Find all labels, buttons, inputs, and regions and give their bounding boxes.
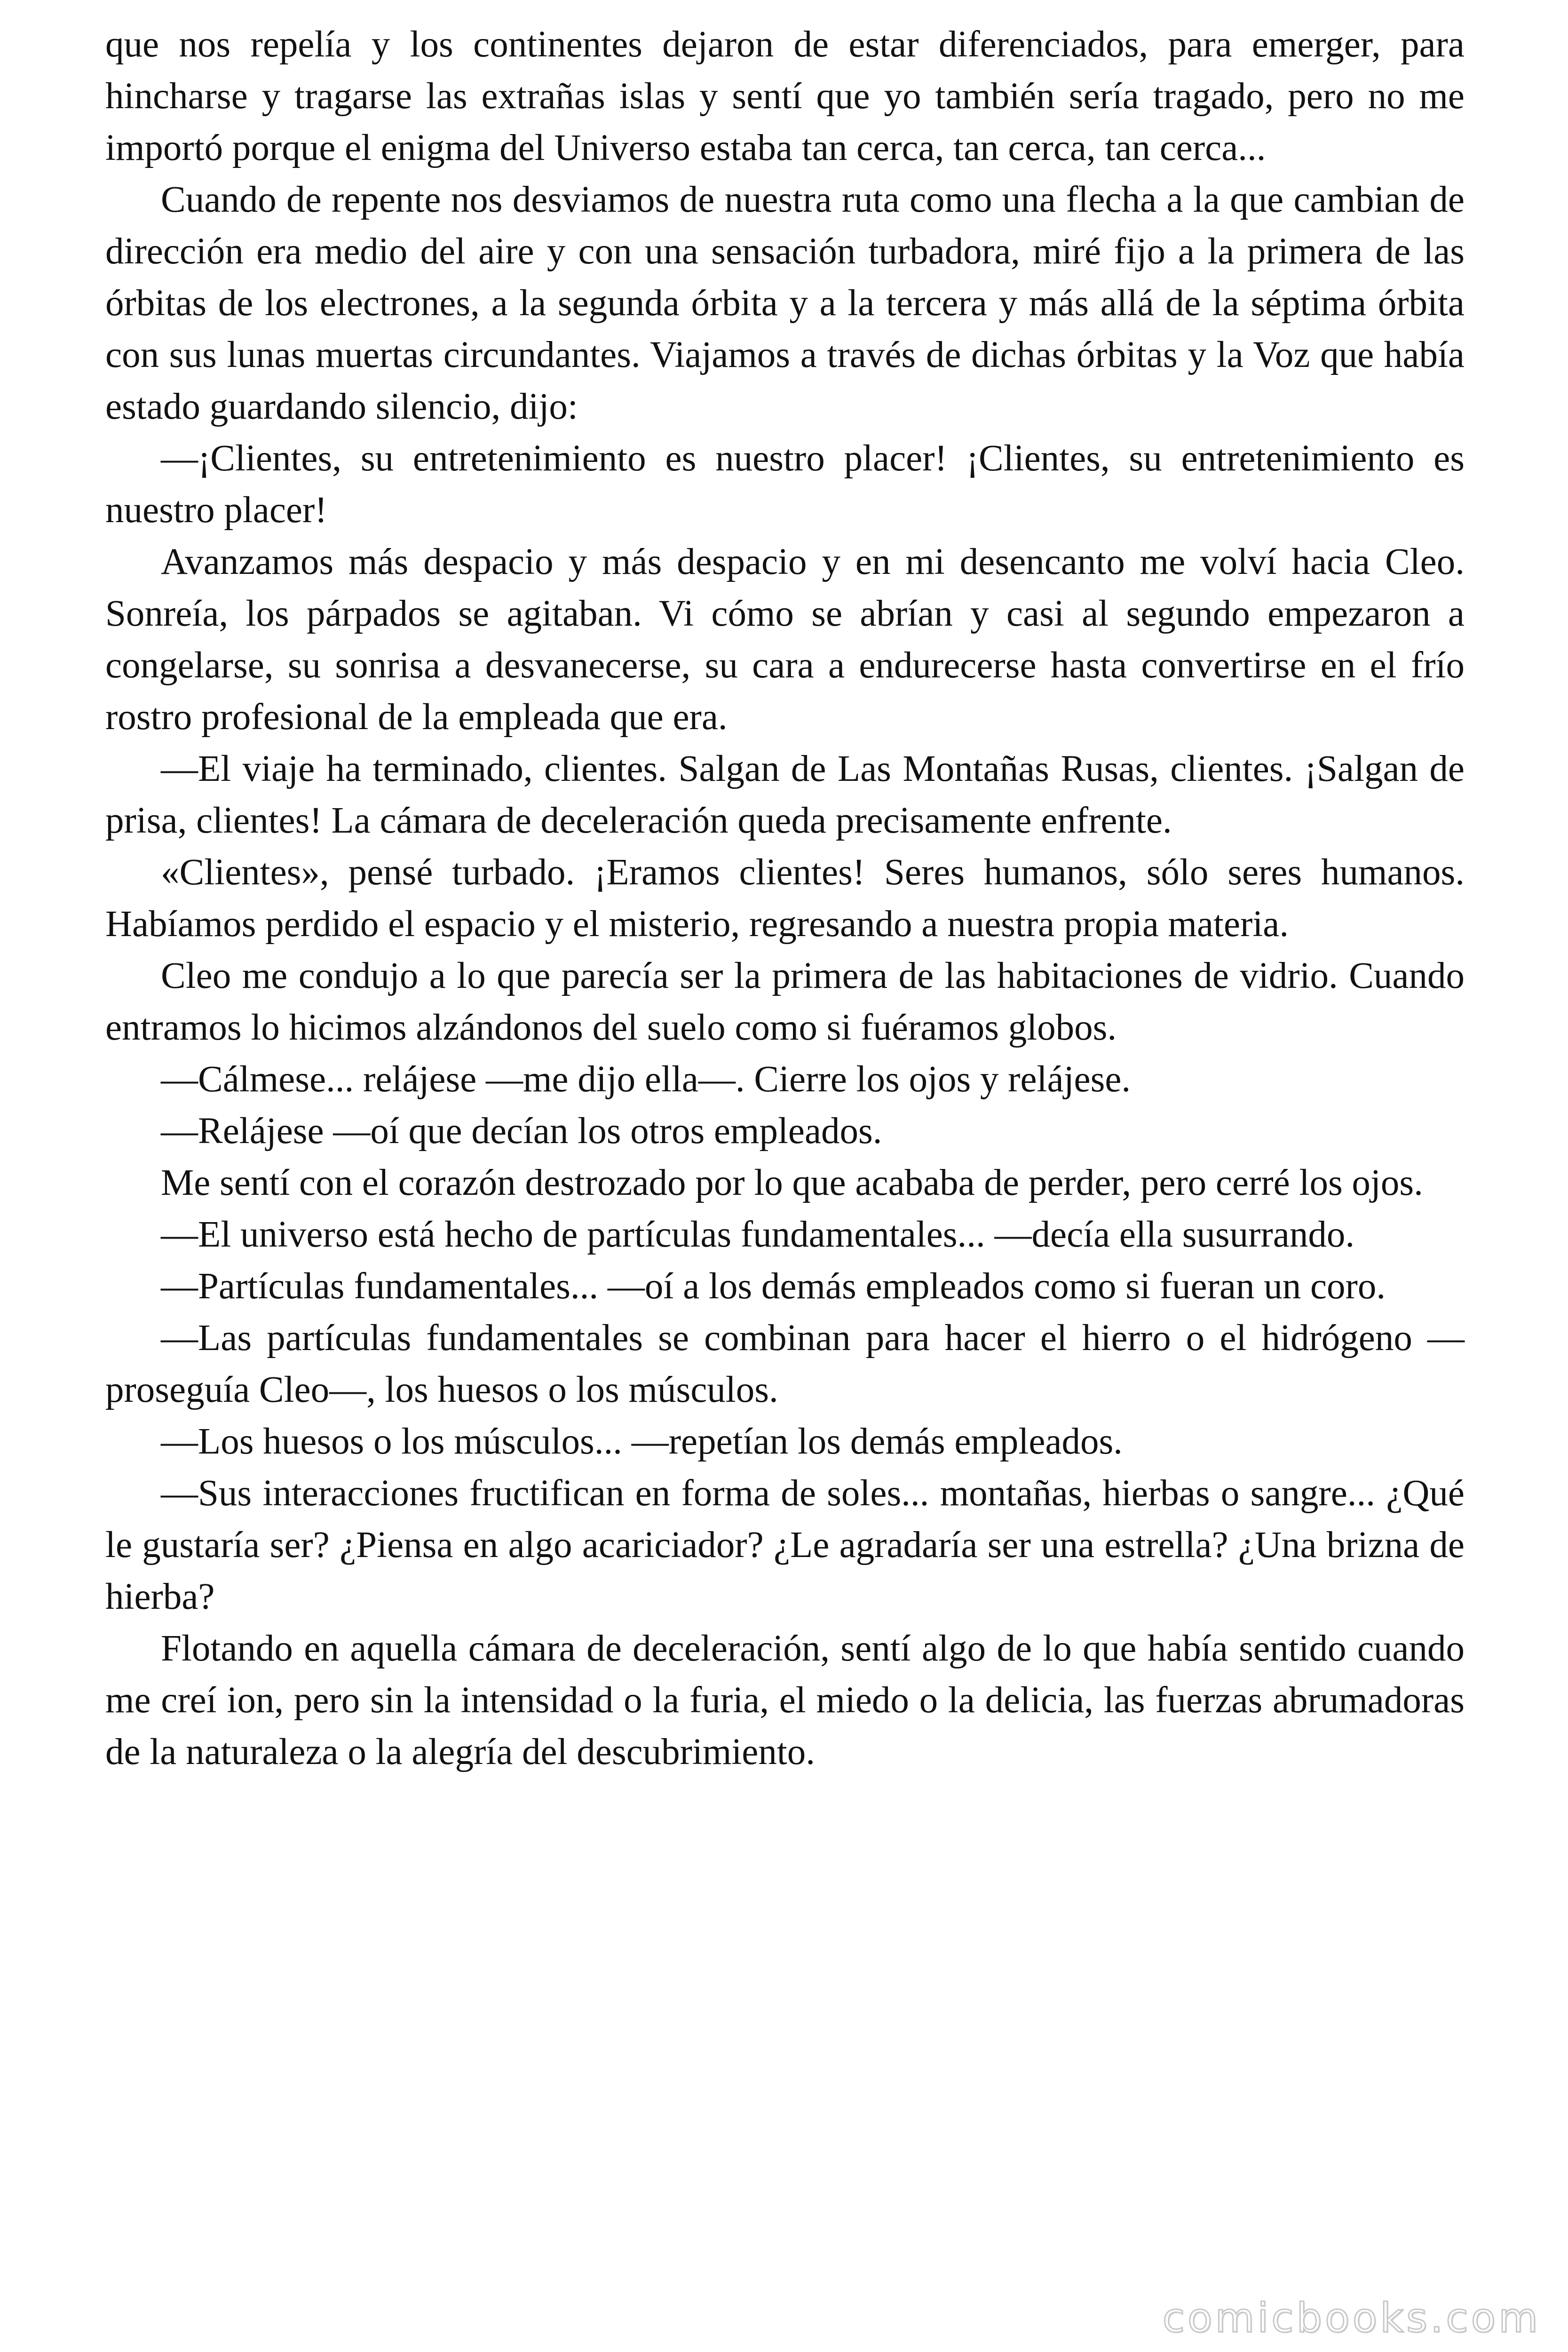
paragraph: —Los huesos o los músculos... —repetían los demás empleados. (161, 1421, 1123, 1462)
paragraph: Cuando de repente nos desviamos de nuestra ruta como una flecha a la que cambian de dirección era medio del aire y con una sensación turbadora, miré fijo a la primera de las órbitas de los electrones, a la segunda órbita y a la tercera y más allá de la séptima órbita con sus lunas muertas circundantes. Viajamos a través de dichas órbitas y la Voz que había estado guardando silencio, dijo: (105, 179, 1465, 427)
paragraph: —Las partículas fundamentales se combinan para hacer el hierro o el hidrógeno —proseguía Cleo—, los huesos o los músculos. (105, 1318, 1465, 1410)
paragraph: Flotando en aquella cámara de deceleración, sentí algo de lo que había sentido cuando me creí ion, pero sin la intensidad o la furia, el miedo o la delicia, las fuerzas abrumadoras de la naturaleza o la alegría del descubrimiento. (105, 1628, 1465, 1772)
paragraph: —El viaje ha terminado, clientes. Salgan de Las Montañas Rusas, clientes. ¡Salgan de prisa, clientes! La cámara de deceleración queda precisamente enfrente. (105, 748, 1465, 841)
paragraph: «Clientes», pensé turbado. ¡Eramos clientes! Seres humanos, sólo seres humanos. Habíamos perdido el espacio y el misterio, regresando a nuestra propia materia. (105, 852, 1465, 945)
paragraph: —Relájese —oí que decían los otros empleados. (161, 1111, 882, 1152)
paragraph: —El universo está hecho de partículas fundamentales... —decía ella susurrando. (161, 1214, 1355, 1255)
page-body (105, 19, 1465, 1778)
paragraph: Avanzamos más despacio y más despacio y en mi desencanto me volví hacia Cleo. Sonreía, los párpados se agitaban. Vi cómo se abrían y casi al segundo empezaron a congelarse, su sonrisa a desvanecerse, su cara a endurecerse hasta convertirse en el frío rostro profesional de la empleada que era. (105, 541, 1465, 738)
paragraph: —Partículas fundamentales... —oí a los demás empleados como si fueran un coro. (161, 1266, 1386, 1307)
paragraph: Me sentí con el corazón destrozado por lo que acababa de perder, pero cerré los ojos. (161, 1162, 1423, 1203)
watermark: comicbooks.com (1162, 2295, 1541, 2342)
paragraph: —Sus interacciones fructifican en forma de soles... montañas, hierbas o sangre... ¿Qué le gustaría ser? ¿Piensa en algo acariciador? ¿Le agradaría ser una estrella? ¿Una brizna de hierba? (105, 1473, 1465, 1617)
paragraph: Cleo me condujo a lo que parecía ser la primera de las habitaciones de vidrio. Cuando entramos lo hicimos alzándonos del suelo como si fuéramos globos. (105, 955, 1465, 1048)
paragraph: que nos repelía y los continentes dejaron de estar diferenciados, para emerger, para hincharse y tragarse las extrañas islas y sentí que yo también sería tragado, pero no me importó porque el enigma del Universo estaba tan cerca, tan cerca, tan cerca... (105, 24, 1465, 168)
paragraph: —¡Clientes, su entretenimiento es nuestro placer! ¡Clientes, su entretenimiento es nuestro placer! (105, 438, 1465, 531)
paragraph: —Cálmese... relájese —me dijo ella—. Cierre los ojos y relájese. (161, 1059, 1131, 1100)
